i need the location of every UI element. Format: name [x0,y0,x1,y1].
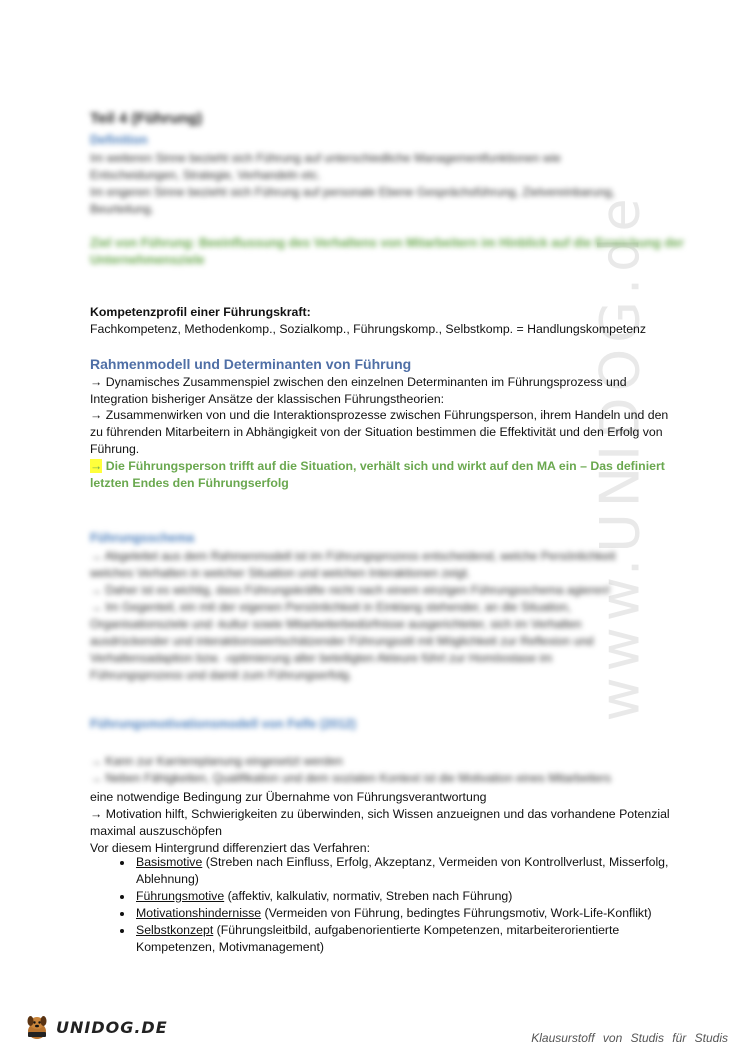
motive-term: Basismotive [136,855,203,869]
fuehrungsschema-line: Führungsprozess und damit zum Führungserfolg. [90,668,353,682]
arrow-highlight: → [90,459,103,473]
rahmenmodell-highlight [90,458,670,492]
fuehrungsschema-line: ausdrückender und interaktionswertschätzender Führungsstil mit Möglichkeit zur Reflexion und [90,634,594,648]
motive-term: Motivationshindernisse [136,906,262,920]
fuehrungsschema-heading: Führungsschema [90,531,195,545]
list-item [134,905,674,922]
motive-desc: (Führungsleitbild, aufgabenorientierte Kompetenzen, mitarbeiterorientierte Kompetenzen, Motivmanagement) [136,923,620,954]
fuehrungsschema-line: → Abgeleitet aus dem Rahmenmodell ist im Führungsprozess entscheidend, welche Persönlichkeit [90,549,616,563]
goal-line: Ziel von Führung: Beeinflussung des Verhaltens von Mitarbeitern im Hinblick auf die Erreichung der [90,236,684,250]
list-item [134,922,674,956]
watermark: www.UNIDOG.de [588,192,652,722]
motive-desc: (Streben nach Einfluss, Erfolg, Akzeptanz, Vermeiden von Kontrollverlust, Misserfolg, Ablehnung) [136,855,669,886]
definition-heading: Definition [90,133,148,147]
fuehrungsschema-line: → Daher ist es wichtig, dass Führungskräfte nicht nach einem einzigen Führungsschema agieren! [90,583,611,597]
motivation-line: eine notwendige Bedingung zur Übernahme von Führungsverantwortung [90,790,487,804]
list-item [134,854,674,888]
rahmenmodell-paragraph: → Zusammenwirken von und die Interaktionsprozesse zwischen Führungsperson, ihrem Handeln und den zu führenden Mitarbeitern in Abhängigkeit von der Situation bestimmen die Effektivität und den Erfolg von Führung. [90,408,669,456]
definition-line: Beurteilung. [90,202,155,216]
fuehrungsschema-line: welches Verhalten in welcher Situation und welchen Interaktionen zeigt. [90,566,471,580]
kompetenz-heading: Kompetenzprofil einer Führungskraft: [90,305,311,319]
definition-line: Im weiteren Sinne bezieht sich Führung auf unterschiedliche Managementfunktionen wie [90,151,561,165]
motivation-line: Vor diesem Hintergrund differenziert das Verfahren: [90,841,371,855]
dog-icon [22,1012,52,1042]
fuehrungsschema-line: Organisationsziele und -kultur sowie Mitarbeiterbedürfnisse ausgerichteter, sich im Verhalten [90,617,582,631]
rahmenmodell-paragraph: → Dynamisches Zusammenspiel zwischen den einzelnen Determinanten im Führungsprozess und Integration bisheriger Ansätze der klassischen Führungstheorien: [90,375,627,406]
felfe-line: → Neben Fähigkeiten, Qualifikation und dem sozialen Kontext ist die Motivation eines Mitarbeiters [90,771,611,785]
motive-term: Führungsmotive [136,889,225,903]
page-title: Teil 4 (Führung) [90,110,203,127]
motive-list [110,854,674,956]
rahmenmodell-heading: Rahmenmodell und Determinanten von Führung [90,356,412,372]
rahmenmodell-green-text: Die Führungsperson trifft auf die Situation, verhält sich und wirkt auf den MA ein – Das definiert letzten Endes den Führungserfolg [90,459,665,490]
motivation-line: → Motivation hilft, Schwierigkeiten zu überwinden, sich Wissen anzueignen und das vorhandene Potenzial maximal auszuschöpfen [90,807,670,838]
felfe-heading: Führungsmotivationsmodell von Felfe (2012) [90,717,357,731]
footer-logo [22,1012,168,1042]
motive-term: Selbstkonzept [136,923,214,937]
fuehrungsschema-line: Verhaltensadaption bzw. -optimierung aller beteiligten Akteure führt zur Homöostase im [90,651,553,665]
motive-desc: (Vermeiden von Führung, bedingtes Führungsmotiv, Work-Life-Konflikt) [261,906,652,920]
felfe-line: → Kann zur Karriereplanung eingesetzt werden [90,754,343,768]
goal-line: Unternehmensziele [90,253,205,267]
kompetenz-text: Fachkompetenz, Methodenkomp., Sozialkomp., Führungskomp., Selbstkomp. = Handlungskompetenz [90,322,647,336]
definition-line: Im engeren Sinne bezieht sich Führung auf personale Ebene Gesprächsführung, Zielvereinbarung, [90,185,615,199]
list-item [134,888,674,905]
brand-logo-text: UNIDOG.DE [56,1017,168,1037]
motive-desc: (affektiv, kalkulativ, normativ, Streben nach Führung) [224,889,513,903]
definition-line: Entscheidungen, Strategie, Verhandeln etc. [90,168,321,182]
footer-slogan: Klausurstoff von Studis für Studis [531,1031,728,1045]
fuehrungsschema-line: → Im Gegenteil, ein mit der eigenen Persönlichkeit in Einklang stehender, an die Situation, [90,600,571,614]
